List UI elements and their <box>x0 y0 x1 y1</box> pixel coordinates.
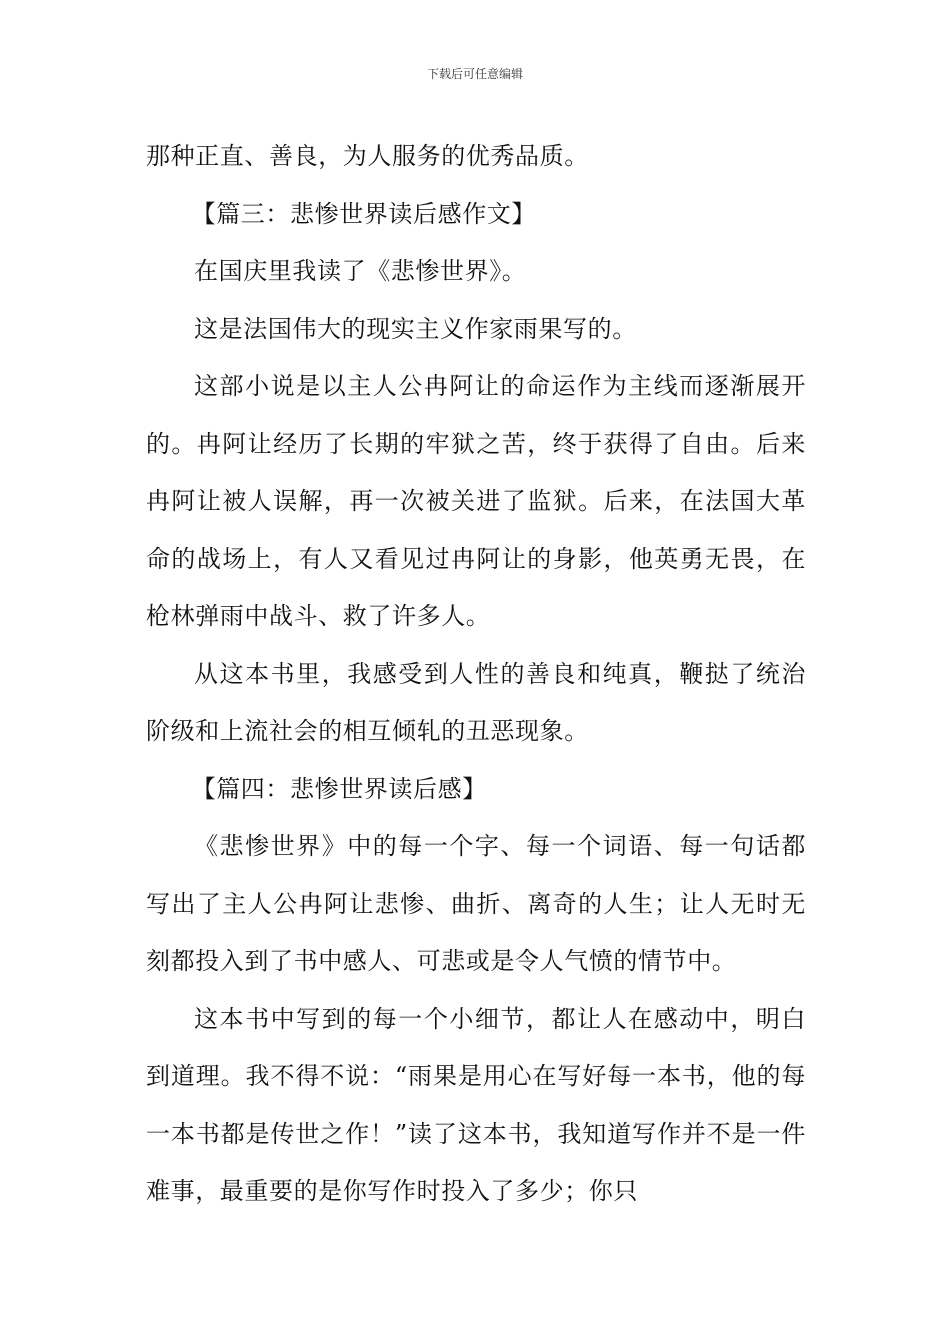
page-header-note: 下载后可任意编辑 <box>426 67 523 81</box>
paragraph: 在国庆里我读了《悲惨世界》。 <box>194 257 527 285</box>
paragraph: 这部小说是以主人公冉阿让的命运作为主线而逐渐展开的。冉阿让经历了长期的牢狱之苦，终于获得了自由。后来冉阿让被人误解，再一次被关进了监狱。后来，在法国大革命的战场上，有人又看见过冉阿让的身影，他英勇无畏，在枪林弹雨中战斗、救了许多人。 <box>146 372 806 630</box>
document-body <box>146 128 806 1221</box>
section-heading-part-three: 【篇三：悲惨世界读后感作文】 <box>191 199 536 228</box>
section-heading-part-four: 【篇四：悲惨世界读后感】 <box>191 774 487 803</box>
paragraph: 从这本书里，我感受到人性的善良和纯真，鞭挞了统治阶级和上流社会的相互倾轧的丑恶现象。 <box>146 659 806 745</box>
paragraph: 这本书中写到的每一个小细节，都让人在感动中，明白到道理。我不得不说：“雨果是用心在写好每一本书，他的每一本书都是传世之作！”读了这本书，我知道写作并不是一件难事，最重要的是你写作时投入了多少；你只 <box>146 1004 806 1205</box>
paragraph: 《悲惨世界》中的每一个字、每一个词语、每一句话都写出了主人公冉阿让悲惨、曲折、离奇的人生；让人无时无刻都投入到了书中感人、可悲或是令人气愤的情节中。 <box>146 832 806 975</box>
paragraph: 这是法国伟大的现实主义作家雨果写的。 <box>194 314 637 343</box>
paragraph-continuation: 那种正直、善良，为人服务的优秀品质。 <box>146 142 589 170</box>
